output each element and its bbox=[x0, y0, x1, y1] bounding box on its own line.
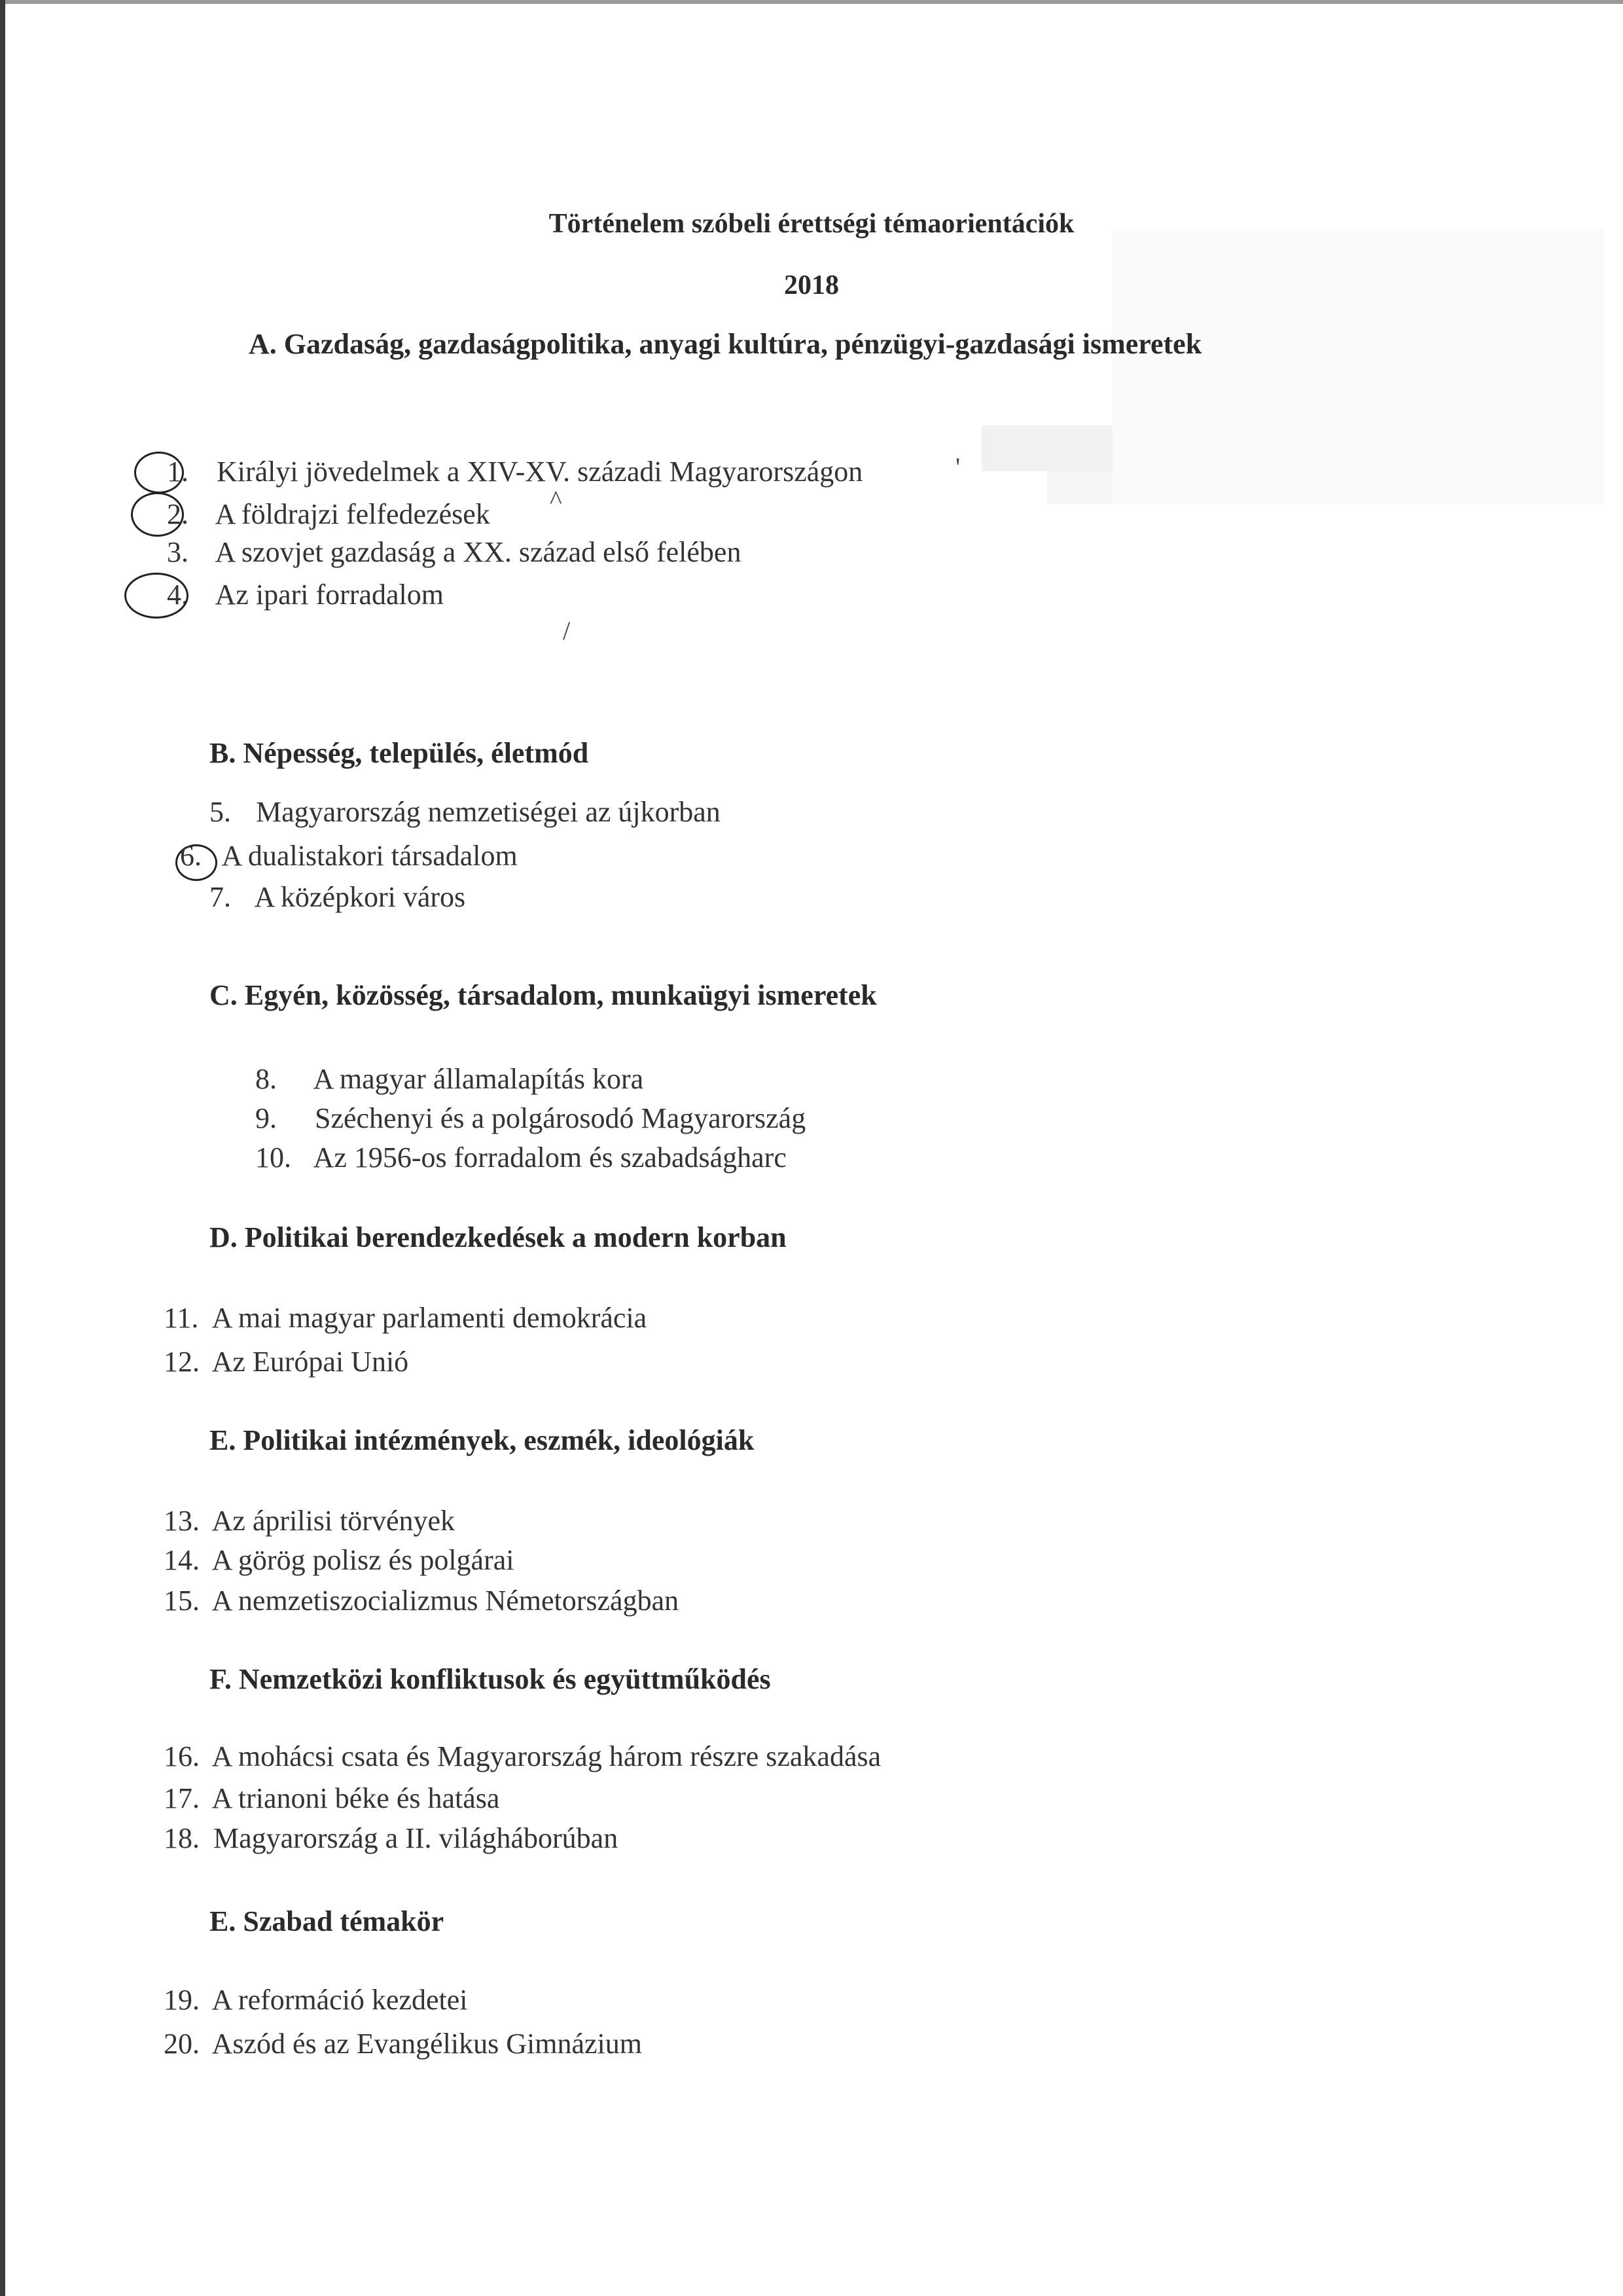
item-number: 18. bbox=[164, 1822, 200, 1854]
list-item bbox=[164, 1782, 499, 1815]
list-item bbox=[209, 795, 721, 829]
stray-pen-mark: ' bbox=[955, 452, 961, 482]
item-number: 20. bbox=[164, 2028, 200, 2060]
item-number: 15. bbox=[164, 1585, 200, 1617]
page-title: Történelem szóbeli érettségi témaorientációk bbox=[548, 209, 1075, 239]
list-item bbox=[164, 1740, 881, 1773]
handwritten-circle-mark bbox=[124, 573, 188, 619]
item-text: A dualistakori társadalom bbox=[221, 840, 518, 872]
section-d-heading: D. Politikai berendezkedések a modern korban bbox=[209, 1221, 787, 1253]
list-item bbox=[167, 535, 741, 569]
item-number: 14. bbox=[164, 1544, 200, 1576]
item-text: A reformáció kezdetei bbox=[211, 1984, 468, 2016]
item-number: 11. bbox=[164, 1302, 199, 1334]
list-item bbox=[164, 1983, 468, 2017]
list-item bbox=[164, 2027, 642, 2060]
list-item bbox=[255, 1062, 643, 1096]
item-text: A földrajzi felfedezések bbox=[215, 498, 490, 530]
scan-left-edge bbox=[0, 0, 5, 2296]
item-number: 10. bbox=[255, 1141, 291, 1174]
section-e-heading: E. Politikai intézmények, eszmék, ideológiák bbox=[209, 1424, 755, 1456]
item-number: 12. bbox=[164, 1346, 200, 1378]
section-a-heading: A. Gazdaság, gazdaságpolitika, anyagi kultúra, pénzügyi-gazdasági ismeretek bbox=[249, 328, 1202, 360]
page-year: 2018 bbox=[784, 270, 839, 300]
item-text: A mohácsi csata és Magyarország három részre szakadása bbox=[211, 1740, 882, 1772]
item-number: 6. bbox=[180, 840, 202, 872]
item-text: Magyarország nemzetiségei az újkorban bbox=[256, 796, 721, 828]
section-b-heading: B. Népesség, település, életmód bbox=[209, 737, 589, 769]
item-number: 1. bbox=[167, 456, 188, 488]
item-text: Széchenyi és a polgárosodó Magyarország bbox=[315, 1102, 806, 1134]
item-number: 3. bbox=[167, 536, 188, 568]
item-text: Az Európai Unió bbox=[211, 1346, 409, 1378]
item-text: A középkori város bbox=[254, 881, 466, 913]
item-text: A mai magyar parlamenti demokrácia bbox=[211, 1302, 647, 1334]
item-number: 9. bbox=[255, 1102, 277, 1134]
item-text: A nemzetiszocializmus Németországban bbox=[211, 1585, 679, 1617]
list-item bbox=[167, 455, 863, 488]
item-number: 2. bbox=[167, 498, 188, 530]
item-text: A trianoni béke és hatása bbox=[211, 1782, 500, 1814]
item-number: 16. bbox=[164, 1740, 200, 1772]
scan-top-edge bbox=[0, 0, 1623, 4]
handwritten-circle-mark bbox=[134, 452, 184, 493]
stray-pen-mark: / bbox=[563, 616, 571, 645]
item-text: A magyar államalapítás kora bbox=[313, 1063, 644, 1095]
list-item bbox=[164, 1543, 514, 1577]
item-text: Az 1956-os forradalom és szabadságharc bbox=[313, 1141, 787, 1174]
item-number: 4. bbox=[167, 579, 188, 611]
item-text: A görög polisz és polgárai bbox=[211, 1544, 514, 1576]
section-f-heading: F. Nemzetközi konfliktusok és együttműködés bbox=[209, 1663, 771, 1695]
list-item bbox=[167, 497, 490, 531]
item-text: Aszód és az Evangélikus Gimnázium bbox=[211, 2028, 642, 2060]
item-text: Az ipari forradalom bbox=[215, 579, 444, 611]
list-item bbox=[164, 1504, 455, 1537]
list-item bbox=[167, 578, 444, 611]
item-number: 19. bbox=[164, 1984, 200, 2016]
section-c-heading: C. Egyén, közösség, társadalom, munkaügyi ismeretek bbox=[209, 979, 877, 1011]
item-text: Magyarország a II. világháborúban bbox=[213, 1822, 618, 1854]
item-number: 7. bbox=[209, 881, 231, 913]
list-item bbox=[180, 839, 518, 872]
item-number: 8. bbox=[255, 1063, 277, 1095]
item-text: Az áprilisi törvények bbox=[211, 1505, 455, 1537]
stray-pen-mark: ^ bbox=[550, 485, 562, 514]
list-item bbox=[255, 1102, 806, 1135]
handwritten-circle-mark bbox=[131, 492, 184, 537]
section-free-heading: E. Szabad témakör bbox=[209, 1905, 444, 1937]
list-item bbox=[255, 1141, 787, 1174]
list-item bbox=[209, 880, 465, 914]
list-item bbox=[164, 1821, 618, 1855]
item-text: A szovjet gazdaság a XX. század első felében bbox=[215, 536, 741, 568]
item-number: 17. bbox=[164, 1782, 200, 1814]
item-text: Királyi jövedelmek a XIV-XV. századi Magyarországon bbox=[217, 456, 863, 488]
list-item bbox=[164, 1584, 679, 1617]
item-number: 5. bbox=[209, 796, 231, 828]
list-item bbox=[164, 1345, 408, 1378]
list-item bbox=[164, 1301, 647, 1335]
item-number: 13. bbox=[164, 1505, 200, 1537]
